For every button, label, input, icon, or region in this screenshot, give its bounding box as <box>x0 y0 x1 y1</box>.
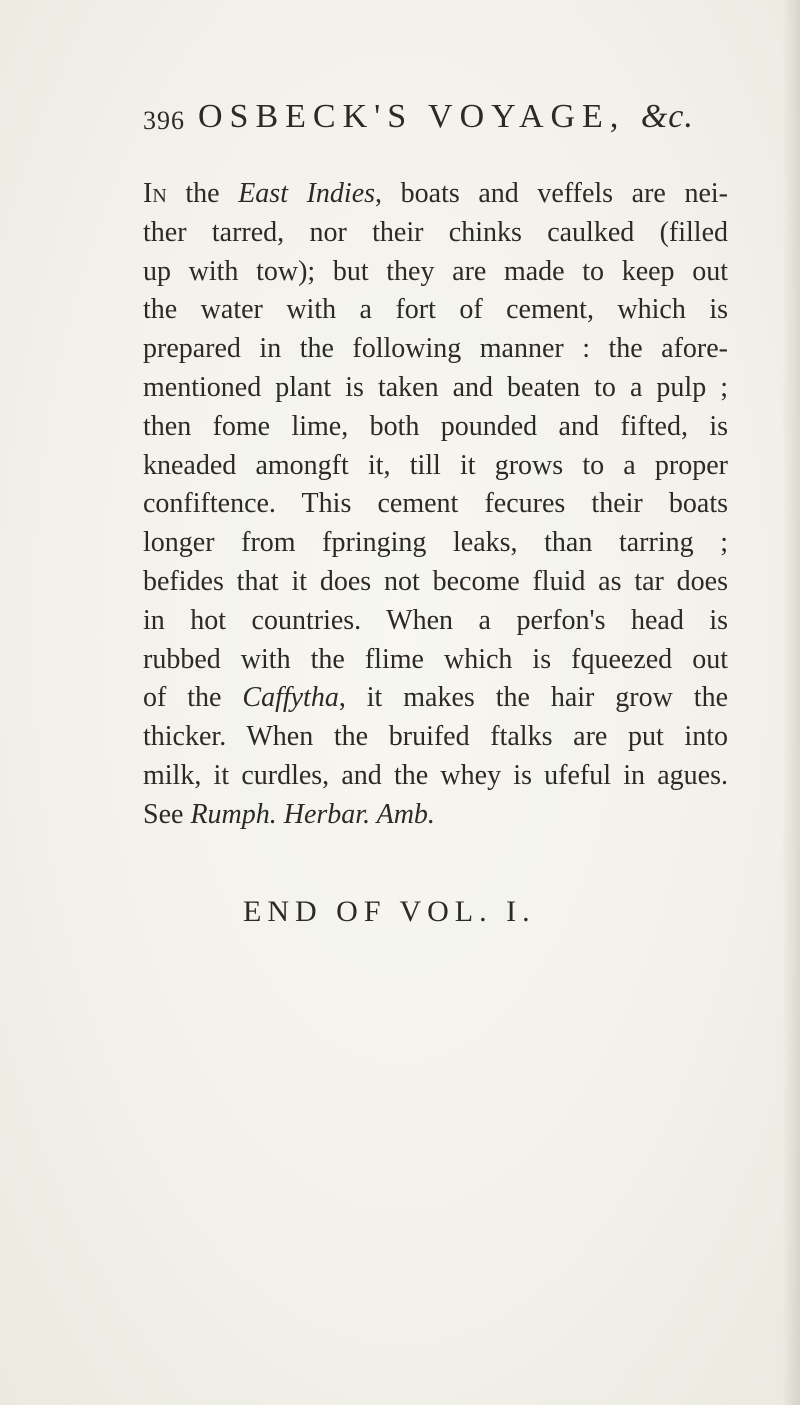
italic-term: Caffytha <box>242 682 339 714</box>
page-header <box>143 92 743 152</box>
text-line: thicker. When the bruifed ftalks are put into <box>143 721 728 753</box>
text-line: ther tarred, nor their chinks caulked (filled <box>143 216 728 248</box>
text-line: confiftence. This cement fecures their boats <box>143 488 728 520</box>
page-number: 396 <box>143 106 185 135</box>
page-edge-shadow <box>782 0 800 1405</box>
text-line: kneaded amongft it, till it grows to a proper <box>143 449 728 481</box>
text-line: the water with a fort of cement, which is <box>143 294 728 326</box>
lead-word: In <box>143 178 167 209</box>
italic-term: East Indies <box>238 178 376 209</box>
text-line: prepared in the following manner : the afore- <box>143 333 728 365</box>
text-line: of the Caffytha, it makes the hair grow the <box>143 682 728 714</box>
end-of-volume-mark: END OF VOL. I. <box>243 895 536 928</box>
text-line: See Rumph. Herbar. Amb. <box>143 798 435 830</box>
text-line: milk, it curdles, and the whey is ufeful in agues. <box>143 759 728 791</box>
text-line: rubbed with the flime which is fqueezed out <box>143 643 728 675</box>
italic-term: Rumph. Herbar. Amb. <box>190 798 435 830</box>
body-paragraph <box>143 175 728 835</box>
text-line: up with tow); but they are made to keep out <box>143 255 728 287</box>
text-line: in hot countries. When a perfon's head is <box>143 604 728 636</box>
text-line: mentioned plant is taken and beaten to a pulp ; <box>143 371 728 403</box>
running-head-suffix: &c. <box>640 98 694 135</box>
running-head <box>198 98 694 136</box>
text-line: befides that it does not become fluid as tar does <box>143 565 728 597</box>
running-head-title: OSBECK'S VOYAGE, <box>198 98 626 135</box>
text-line: In the East Indies, boats and veffels are nei- <box>143 178 728 209</box>
text-line: longer from fpringing leaks, than tarring ; <box>143 527 728 559</box>
text-line: then fome lime, both pounded and fifted, is <box>143 410 728 442</box>
